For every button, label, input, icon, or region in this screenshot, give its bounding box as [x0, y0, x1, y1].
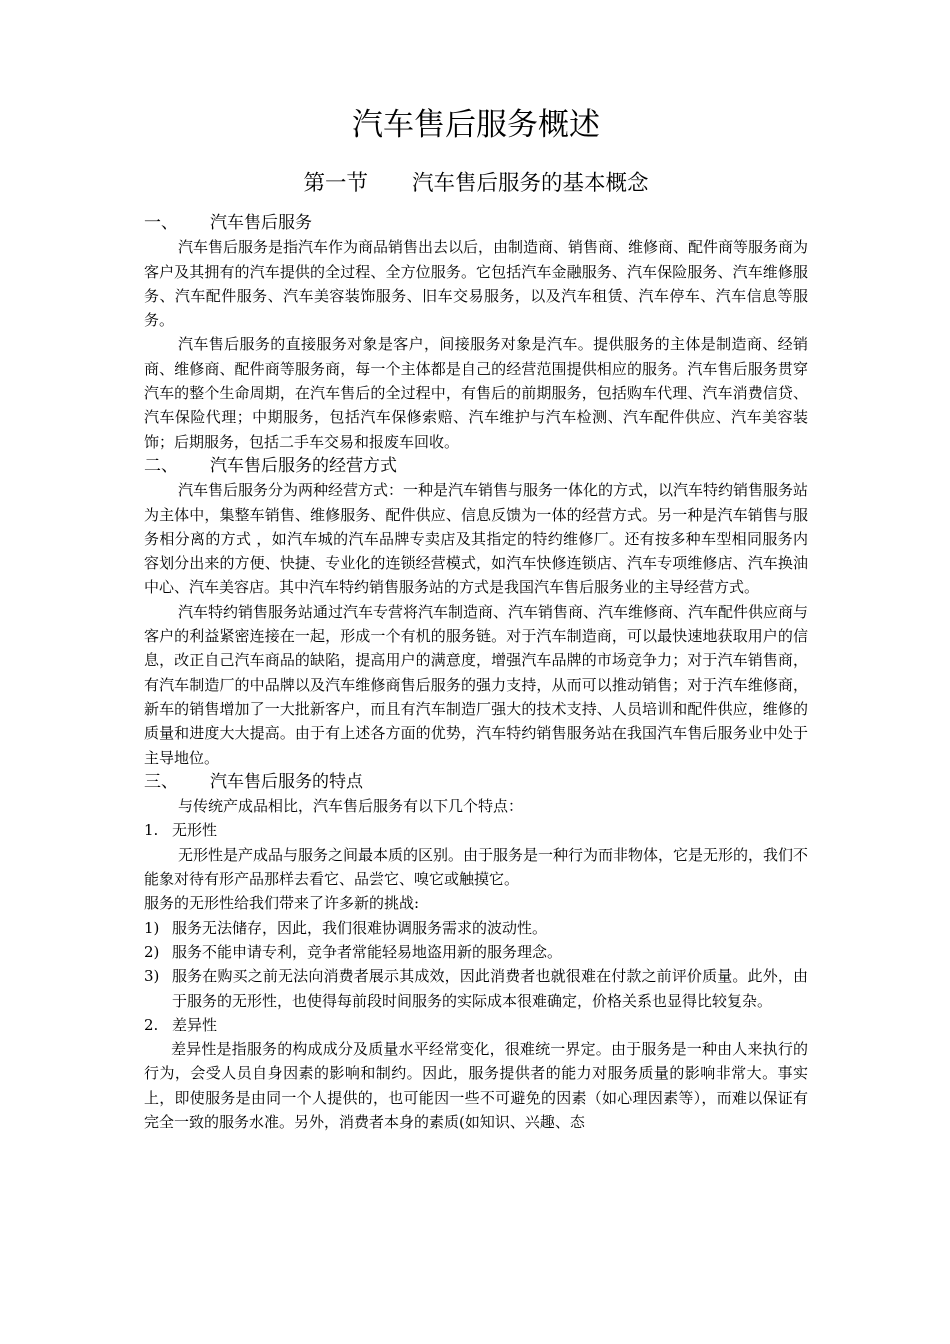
paragraph: 汽车售后服务分为两种经营方式：一种是汽车销售与服务一体化的方式，以汽车特约销售服务站为主体中，集整车销售、维修服务、配件供应、信息反馈为一体的经营方式。另一种是汽车销售与服务相分离的方式 ，如汽车城的汽车品牌专卖店及其指定的特约维修厂。还有按多种车型相同服务内容划分出来的方便、快捷、专业化的连锁经营模式，如汽车快修连锁店、汽车专项维修店、汽车换油中心、汽车美容店。其中汽车特约销售服务站的方式是我国汽车售后服务业的主导经营方式。	[144, 481, 809, 597]
section-title: 汽车售后服务的基本概念	[412, 171, 649, 196]
item-number: 2.	[144, 1015, 159, 1034]
list-item	[144, 964, 808, 1013]
feature-item-2	[144, 1013, 808, 1037]
list-number: 1)	[144, 918, 160, 937]
list-text: 服务无法储存，因此，我们很难协调服务需求的波动性。	[172, 918, 548, 937]
paragraph: 差异性是指服务的构成成分及质量水平经常变化，很难统一界定。由于服务是一种由人来执行的行为，会受人员自身因素的影响和制约。因此，服务提供者的能力对服务质量的影响非常大。事实上，即使服务是由同一个人提供的，也可能因一些不可避免的因素（如心理因素等），而难以保证有完全一致的服务水准。另外，消费者本身的素质(如知识、兴趣、态	[144, 1040, 808, 1131]
section-label: 第一节	[303, 171, 368, 196]
paragraph: 汽车售后服务是指汽车作为商品销售出去以后，由制造商、销售商、维修商、配件商等服务商为客户及其拥有的汽车提供的全过程、全方位服务。它包括汽车金融服务、汽车保险服务、汽车维修服务、汽车配件服务、汽车美容装饰服务、旧车交易服务，以及汽车租赁、汽车停车、汽车信息等服务。	[144, 238, 809, 330]
feature-item-1	[144, 818, 808, 842]
item-number: 1.	[144, 821, 159, 840]
heading-number: 二、	[144, 455, 178, 476]
list-item	[144, 940, 808, 964]
document-title: 汽车售后服务概述	[352, 107, 600, 143]
list-text: 服务不能申请专利，竞争者常能轻易地盗用新的服务理念。	[172, 942, 563, 961]
heading-text: 汽车售后服务的经营方式	[210, 455, 397, 476]
paragraph: 服务的无形性给我们带来了许多新的挑战:	[144, 894, 420, 913]
heading-1	[144, 211, 808, 235]
paragraph: 汽车特约销售服务站通过汽车专营将汽车制造商、汽车销售商、汽车维修商、汽车配件供应商与客户的利益紧密连接在一起，形成一个有机的服务链。对于汽车制造商，可以最快速地获取用户的信息，改正自己汽车商品的缺陷，提高用户的满意度，增强汽车品牌的市场竞争力；对于汽车销售商，有汽车制造厂的中品牌以及汽车维修商售后服务的强力支持，从而可以推动销售；对于汽车维修商，新车的销售增加了一大批新客户，而且有汽车制造厂强大的技术支持、人员培训和配件供应，维修的质量和进度大大提高。由于有上述各方面的优势，汽车特约销售服务站在我国汽车售后服务业中处于主导地位。	[144, 602, 809, 767]
heading-number: 三、	[144, 771, 178, 792]
heading-2	[144, 454, 808, 478]
paragraph: 与传统产成品相比，汽车售后服务有以下几个特点：	[178, 797, 524, 816]
list-number: 3)	[144, 967, 160, 986]
item-text: 无形性	[172, 821, 218, 840]
heading-text: 汽车售后服务	[210, 213, 312, 233]
list-number: 2)	[144, 942, 160, 961]
heading-text: 汽车售后服务的特点	[210, 771, 363, 792]
item-text: 差异性	[172, 1015, 218, 1034]
paragraph: 汽车售后服务的直接服务对象是客户，间接服务对象是汽车。提供服务的主体是制造商、经销商、维修商、配件商等服务商，每一个主体都是自己的经营范围提供相应的服务。汽车售后服务贯穿汽车的整个生命周期，在汽车售后的全过程中，有售后的前期服务，包括购车代理、汽车消费信贷、汽车保险代理；中期服务，包括汽车保修索赔、汽车维护与汽车检测、汽车配件供应、汽车美容装饰；后期服务，包括二手车交易和报废车回收。	[144, 335, 808, 451]
list-text: 服务在购买之前无法向消费者展示其成效，因此消费者也就很难在付款之前评价质量。此外，由于服务的无形性，也使得每前段时间服务的实际成本很难确定，价格关系也显得比较复杂。	[172, 967, 808, 1010]
document-body	[144, 211, 808, 1134]
paragraph: 无形性是产成品与服务之间最本质的区别。由于服务是一种行为而非物体，它是无形的，我们不能象对待有形产品那样去看它、品尝它、嗅它或触摸它。	[144, 845, 809, 889]
list-item	[144, 916, 808, 940]
section-heading	[144, 167, 808, 201]
heading-number: 一、	[144, 213, 178, 233]
heading-3	[144, 770, 808, 794]
